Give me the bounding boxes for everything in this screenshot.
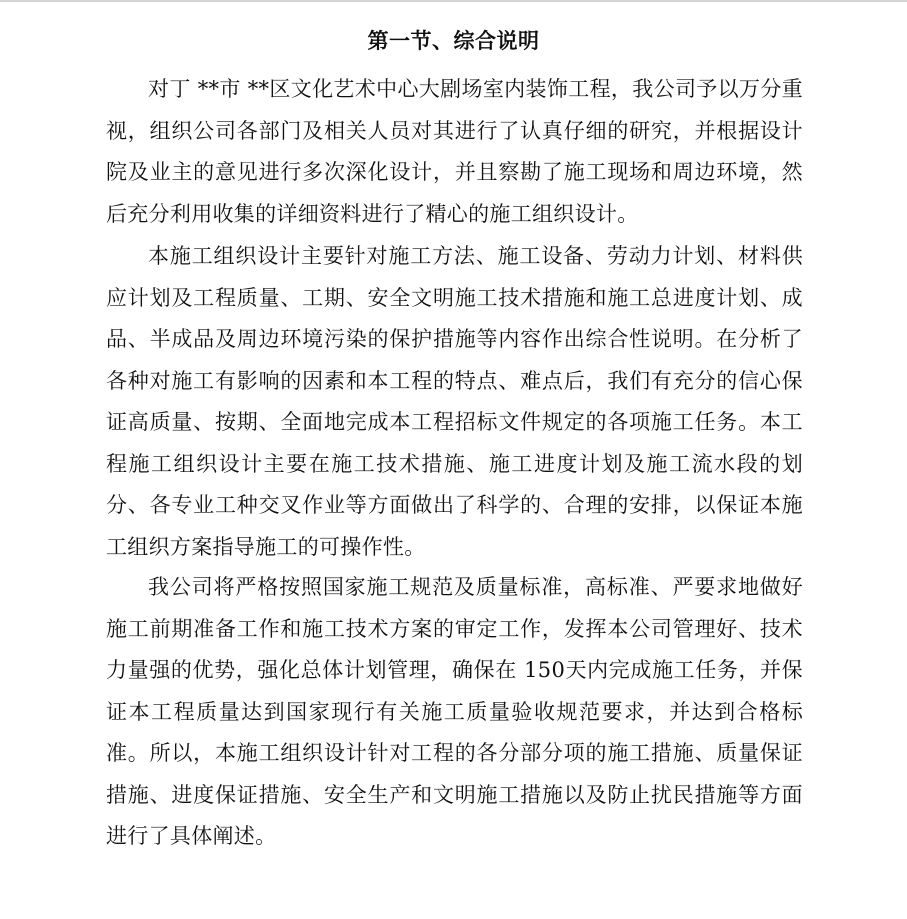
section-title: 第一节、综合说明 (367, 28, 540, 53)
paragraph-project-overview: 对丁 **市 **区文化艺术中心大剧场室内装饰工程，我公司予以万分重视，组织公司各部门及相关人员对其进行了认真仔细的研究，并根据设计院及业主的意见进行多次深化设计，并且察勘了施工现场和周边环境，然后充分利用收集的详细资料进行了精心的施工组织设计。 (106, 77, 803, 226)
paragraph-quality-commitment: 我公司将严格按照国家施工规范及质量标准，高标准、严要求地做好施工前期准备工作和施工技术方案的审定工作，发挥本公司管理好、技术力量强的优势，强化总体计划管理，确保在 150天内完成施工任务，并保证本工程质量达到国家现行有关施工质量验收规范要求，并达到合格标准。所以，本施工组织设计针对工程的各分部分项的施工措施、质量保证措施、进度保证措施、安全生产和文明施工措施以及防止扰民措施等方面进行了具体阐述。 (106, 575, 803, 848)
paragraph-design-scope: 本施工组织设计主要针对施工方法、施工设备、劳动力计划、材料供应计划及工程质量、工期、安全文明施工技术措施和施工总进度计划、成品、半成品及周边环境污染的保护措施等内容作出综合性说明。在分析了各种对施工有影响的因素和本工程的特点、难点后，我们有充分的信心保证高质量、按期、全面地完成本工程招标文件规定的各项施工任务。本工程施工组织设计主要在施工技术措施、施工进度计划及施工流水段的划分、各专业工种交叉作业等方面做出了科学的、合理的安排，以保证本施工组织方案指导施工的可操作性。 (106, 244, 803, 559)
